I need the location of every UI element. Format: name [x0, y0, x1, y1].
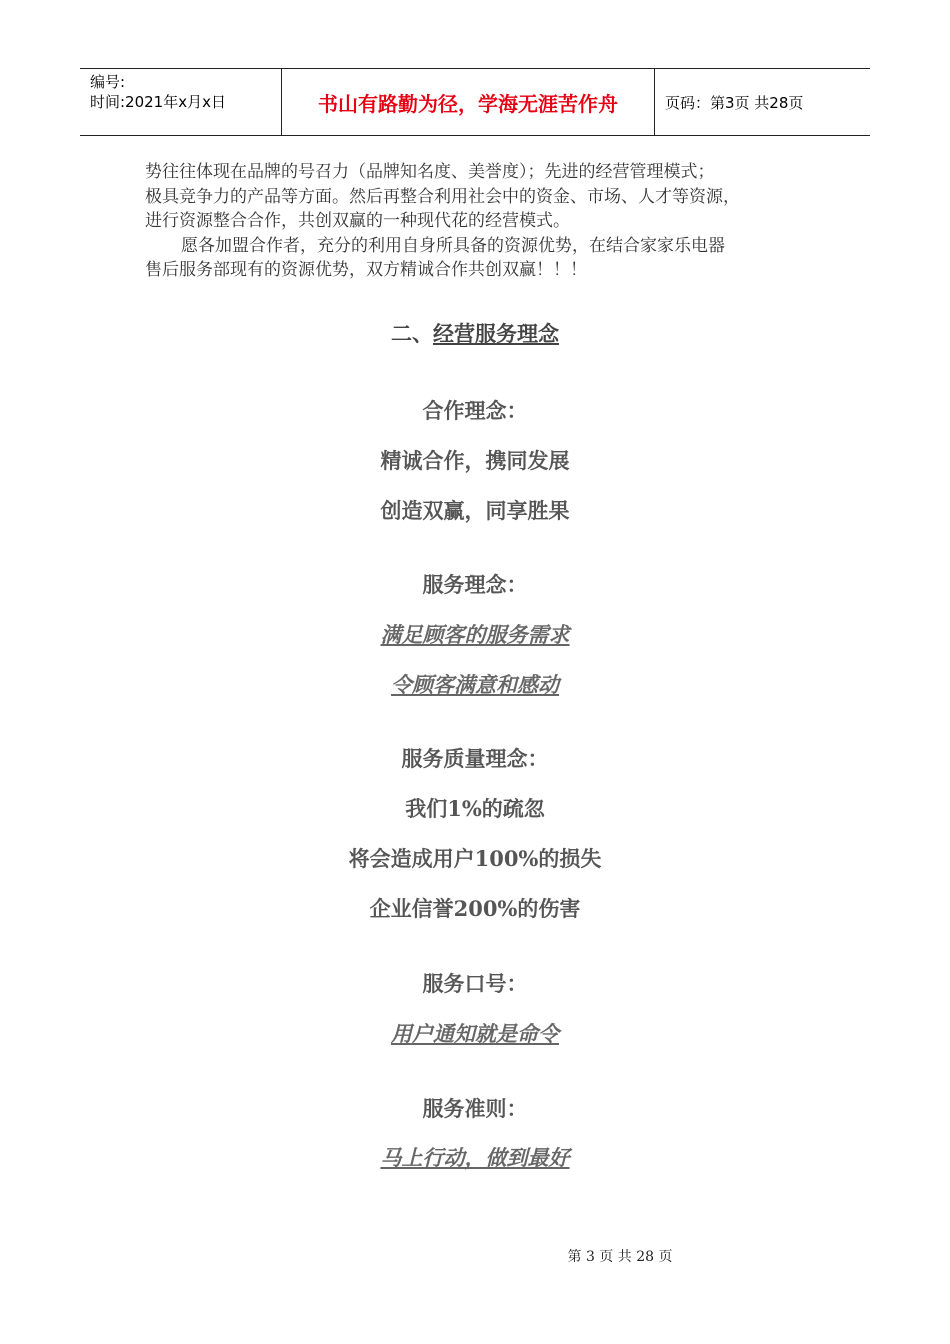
section-title: [0, 318, 950, 348]
header-page-code: 页码：第3页 共28页: [665, 93, 804, 112]
paragraph-line: 愿各加盟合作者，充分的利用自身所具备的资源优势，在结合家家乐电器: [181, 235, 725, 256]
body-paragraphs: [145, 160, 825, 283]
quality-line: 将会造成用户100%的损失: [348, 846, 602, 871]
paragraph-line: 势往往体现在品牌的号召力（品牌知名度、美誉度）；先进的经营管理模式；: [145, 162, 715, 182]
rule-heading: 服务准则：: [422, 1096, 528, 1121]
cooperation-line: 创造双赢，同享胜果: [380, 498, 570, 523]
section-prefix: 二、: [391, 321, 433, 346]
service-line: 令顾客满意和感动: [391, 672, 559, 697]
section-title-text: 经营服务理念: [433, 321, 559, 346]
document-time-label: 时间:2021年x月x日: [90, 93, 226, 111]
service-heading: 服务理念：: [422, 572, 528, 597]
quality-line: 企业信誉200%的伤害: [369, 896, 581, 921]
cooperation-line: 精诚合作，携同发展: [380, 448, 570, 473]
paragraph-line: 售后服务部现有的资源优势，双方精诚合作共创双赢！！！: [145, 260, 587, 280]
quality-heading: 服务质量理念：: [401, 746, 549, 771]
slogan-heading: 服务口号：: [422, 971, 528, 996]
header-meta: [80, 69, 282, 135]
page-footer: [0, 1246, 950, 1266]
rule-line: 马上行动，做到最好: [380, 1145, 570, 1170]
document-number-label: 编号:: [90, 73, 126, 91]
paragraph-line: 极具竞争力的产品等方面。然后再整合利用社会中的资金、市场、人才等资源，: [145, 186, 740, 207]
header-motto: 书山有路勤为径，学海无涯苦作舟: [282, 69, 655, 135]
page-header: [80, 68, 870, 136]
footer-page-number: 第 3 页 共 28 页: [567, 1249, 673, 1265]
service-line: 满足顾客的服务需求: [380, 622, 570, 647]
slogan-line: 用户通知就是命令: [391, 1021, 559, 1046]
paragraph-line: 进行资源整合合作，共创双赢的一种现代花的经营模式。: [145, 211, 570, 231]
cooperation-heading: 合作理念：: [422, 398, 528, 423]
quality-line: 我们1%的疏忽: [405, 796, 545, 821]
